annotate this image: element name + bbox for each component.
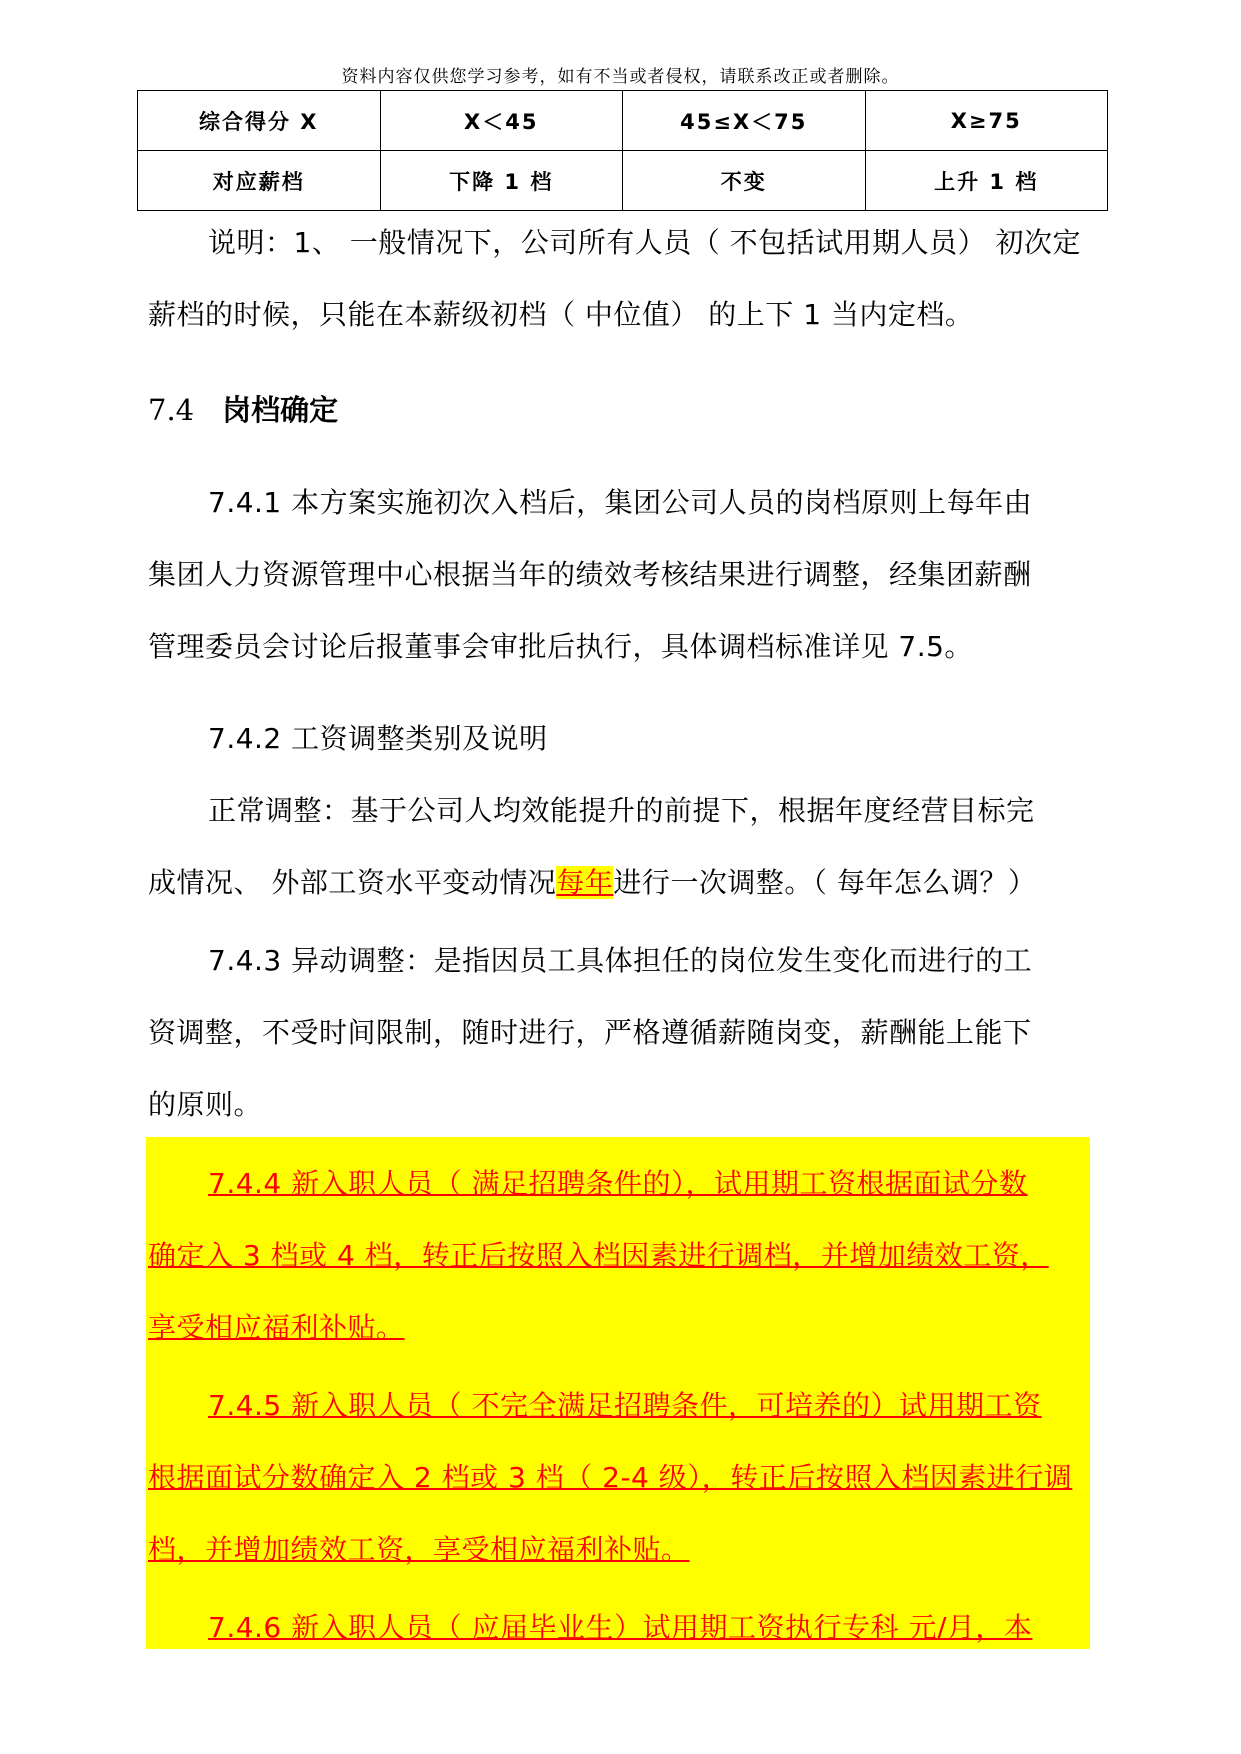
section-title: 岗档确定: [222, 393, 339, 427]
text-line: 的原则。: [148, 1088, 263, 1121]
text-line: 资调整，不受时间限制，随时进行，严格遵循薪随岗变，薪酬能上能下: [148, 1016, 1032, 1049]
text-segment: 成情况、 外部工资水平变动情况: [148, 866, 557, 899]
text-line: [148, 847, 1103, 919]
text-line: 7.4.3 异动调整：是指因员工具体担任的岗位发生变化而进行的工: [208, 944, 1033, 977]
table-cell: X≥75: [865, 91, 1108, 151]
text-line: 档，并增加绩效工资，享受相应福利补贴。: [148, 1533, 690, 1566]
paragraph-7-4-1: [148, 467, 1103, 683]
table-cell: 45≤X＜75: [623, 91, 866, 151]
text-line: 7.4.2 工资调整类别及说明: [208, 722, 548, 755]
text-line: 正常调整：基于公司人均效能提升的前提下，根据年度经营目标完: [208, 794, 1035, 827]
text-line: 7.4.1 本方案实施初次入档后，集团公司人员的岗档原则上每年由: [208, 486, 1033, 519]
note-paragraph: [148, 207, 1103, 351]
table-cell: 不变: [623, 151, 866, 211]
highlighted-word: 每年: [556, 866, 614, 899]
text-line: 说明：1、 一般情况下，公司所有人员（ 不包括试用期人员） 初次定: [208, 226, 1082, 259]
text-line: 确定入 3 档或 4 档，转正后按照入档因素进行调档，并增加绩效工资，: [148, 1239, 1049, 1272]
paragraph-7-4-3: [148, 925, 1103, 1141]
text-segment: 进行一次调整。（ 每年怎么调？）: [613, 866, 1037, 899]
grade-table: [137, 90, 1108, 211]
paragraph-7-4-6: [148, 1592, 1103, 1664]
section-heading: [148, 388, 338, 429]
text-line: 集团人力资源管理中心根据当年的绩效考核结果进行调整，经集团薪酬: [148, 558, 1032, 591]
table-cell: 综合得分 X: [138, 91, 381, 151]
text-line: 7.4.6 新入职人员（ 应届毕业生）试用期工资执行专科 元/月，本: [208, 1611, 1033, 1644]
text-line: 享受相应福利补贴。: [148, 1311, 405, 1344]
table-cell: 上升 1 档: [865, 151, 1108, 211]
table-cell: 对应薪档: [138, 151, 381, 211]
paragraph-7-4-2: [148, 703, 1103, 919]
text-line: 管理委员会讨论后报董事会审批后执行，具体调档标准详见 7.5。: [148, 630, 973, 663]
text-line: 7.4.4 新入职人员（ 满足招聘条件的），试用期工资根据面试分数: [208, 1167, 1028, 1200]
table-cell: X＜45: [380, 91, 623, 151]
paragraph-7-4-5: [148, 1370, 1103, 1586]
table-cell: 下降 1 档: [380, 151, 623, 211]
section-number: 7.4: [148, 393, 195, 427]
table-row: [138, 91, 1108, 151]
paragraph-7-4-4: [148, 1148, 1103, 1364]
text-line: 薪档的时候，只能在本薪级初档（ 中位值） 的上下 1 当内定档。: [148, 298, 974, 331]
copyright-notice: 资料内容仅供您学习参考，如有不当或者侵权，请联系改正或者删除。: [341, 67, 900, 87]
table-row: [138, 151, 1108, 211]
text-line: 7.4.5 新入职人员（ 不完全满足招聘条件，可培养的）试用期工资: [208, 1389, 1042, 1422]
text-line: 根据面试分数确定入 2 档或 3 档（ 2-4 级），转正后按照入档因素进行调: [148, 1461, 1073, 1494]
